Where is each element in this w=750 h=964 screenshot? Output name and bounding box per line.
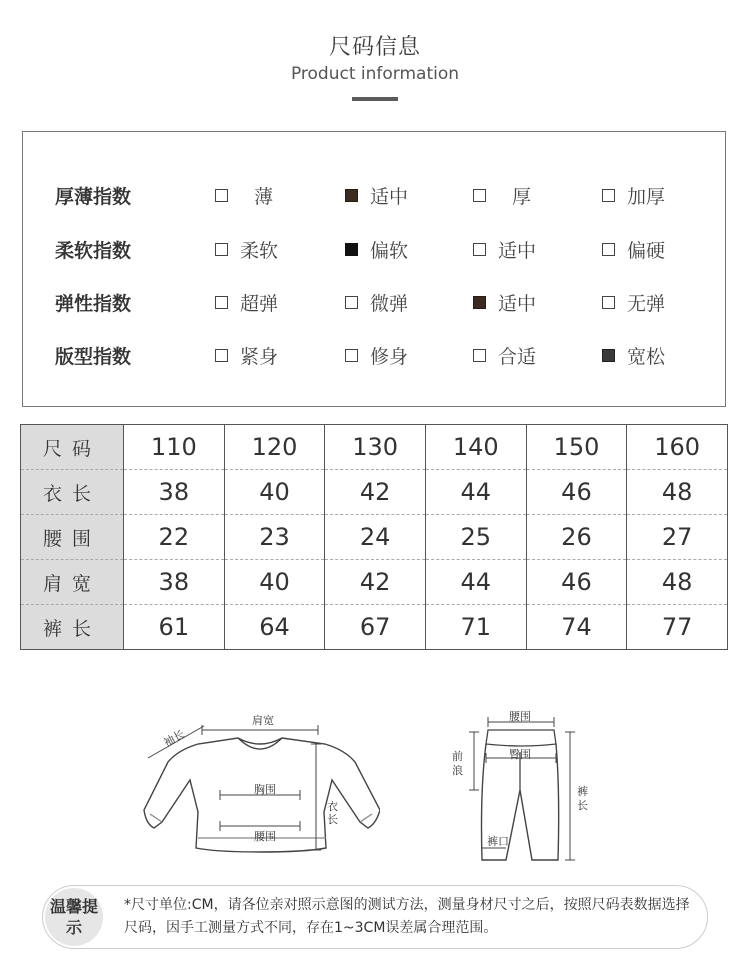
table-cell: 120 [224,425,325,470]
table-row [21,605,728,650]
table-cell: 150 [526,425,627,470]
checkbox-checked-icon [473,296,486,309]
label-pants-length: 裤长 [577,785,588,812]
table-cell: 71 [425,605,526,650]
table-cell: 38 [124,560,225,605]
table-cell: 44 [425,560,526,605]
table-cell: 42 [325,470,426,515]
checkbox-checked-icon [345,189,358,202]
table-cell: 26 [526,515,627,560]
table-cell: 27 [627,515,728,560]
table-cell: 42 [325,560,426,605]
row-header: 裤长 [21,605,124,650]
table-cell: 61 [124,605,225,650]
option-elasticity-none: 无弹 [602,289,665,316]
table-row [21,470,728,515]
checkbox-checked-icon [345,243,358,256]
checkbox-icon [473,243,486,256]
table-cell: 46 [526,560,627,605]
page-title: 尺码信息 [328,35,421,60]
pants-diagram [440,700,590,870]
option-softness-medium: 适中 [473,236,536,263]
table-row [21,425,728,470]
option-thickness-medium: 适中 [345,182,408,209]
option-softness-soft: 柔软 [215,236,278,263]
label-waist: 腰围 [254,830,276,843]
table-cell: 46 [526,470,627,515]
checkbox-icon [473,349,486,362]
checkbox-icon [602,296,615,309]
index-label-elasticity: 弹性指数 [55,293,132,315]
option-fit-tight: 紧身 [215,342,278,369]
row-header: 尺码 [21,425,124,470]
table-cell: 110 [124,425,225,470]
table-cell: 23 [224,515,325,560]
option-elasticity-medium: 适中 [473,289,536,316]
title-divider [352,97,398,101]
table-cell: 74 [526,605,627,650]
table-cell: 130 [325,425,426,470]
label-pants-waist: 腰围 [509,710,531,723]
checkbox-icon [602,243,615,256]
checkbox-icon [345,349,358,362]
table-cell: 44 [425,470,526,515]
option-thickness-thick: 厚 [473,182,531,209]
checkbox-icon [215,189,228,202]
label-pants-hip: 臀围 [509,748,531,761]
table-cell: 25 [425,515,526,560]
label-shoulder: 肩宽 [252,714,274,727]
table-cell: 67 [325,605,426,650]
label-chest: 胸围 [254,783,276,796]
checkbox-icon [215,296,228,309]
checkbox-icon [215,243,228,256]
index-label-thickness: 厚薄指数 [55,186,132,208]
checkbox-icon [345,296,358,309]
table-cell: 40 [224,560,325,605]
table-cell: 48 [627,470,728,515]
table-row [21,515,728,560]
table-row [21,560,728,605]
table-cell: 38 [124,470,225,515]
option-elasticity-slight: 微弹 [345,289,408,316]
checkbox-icon [215,349,228,362]
label-sleeve: 袖长 [161,727,187,750]
option-fit-regular: 合适 [473,342,536,369]
index-label-fit: 版型指数 [55,346,132,368]
notice-text: *尺寸单位:CM，请各位亲对照示意图的测试方法，测量身材尺寸之后，按照尺码表数据选择尺码，因手工测量方式不同，存在1~3CM误差属合理范围。 [124,897,690,936]
row-header: 肩宽 [21,560,124,605]
table-cell: 40 [224,470,325,515]
table-cell: 160 [627,425,728,470]
option-fit-loose: 宽松 [602,342,665,369]
table-cell: 24 [325,515,426,560]
table-cell: 140 [425,425,526,470]
row-header: 衣长 [21,470,124,515]
option-thickness-thin: 薄 [215,182,273,209]
checkbox-checked-icon [602,349,615,362]
size-table [20,424,728,650]
option-thickness-extra: 加厚 [602,182,665,209]
table-cell: 48 [627,560,728,605]
checkbox-icon [473,189,486,202]
table-cell: 22 [124,515,225,560]
page-subtitle: Product information [290,64,460,84]
option-softness-softish: 偏软 [345,236,408,263]
option-softness-hard: 偏硬 [602,236,665,263]
table-cell: 64 [224,605,325,650]
option-fit-slim: 修身 [345,342,408,369]
option-elasticity-super: 超弹 [215,289,278,316]
label-hem: 裤口 [487,835,509,848]
checkbox-icon [602,189,615,202]
label-length: 衣长 [327,800,338,826]
index-label-softness: 柔软指数 [55,240,132,262]
notice-badge: 温馨提示 [45,888,103,946]
fabric-index-panel [22,131,726,407]
table-cell: 77 [627,605,728,650]
row-header: 腰围 [21,515,124,560]
label-front-rise: 前浪 [452,750,463,777]
